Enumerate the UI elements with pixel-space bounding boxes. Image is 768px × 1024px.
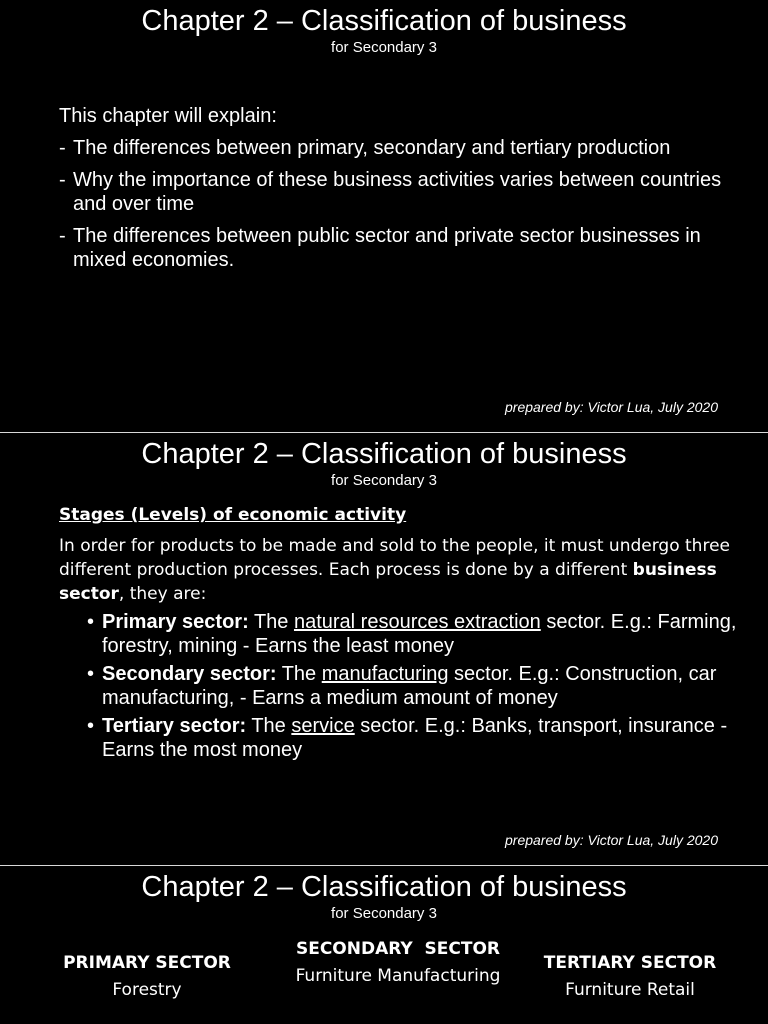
slide-title: Chapter 2 – Classification of business bbox=[141, 5, 627, 37]
primary-sector-column bbox=[40, 950, 254, 1004]
tertiary-sector-column bbox=[520, 950, 740, 1004]
sector-label: Secondary sector: bbox=[102, 663, 277, 685]
column-value: Forestry bbox=[112, 980, 182, 1000]
slide-body bbox=[59, 503, 739, 766]
list-item: • Tertiary sector: The service sector. E.g.: Banks, transport, insurance - Earns the most money bbox=[87, 715, 728, 761]
sector-keyword: manufacturing bbox=[321, 663, 449, 685]
column-heading: SECONDARY SECTOR bbox=[295, 939, 501, 959]
slide-subtitle: for Secondary 3 bbox=[331, 905, 437, 922]
intro-text: This chapter will explain: bbox=[59, 105, 277, 127]
sector-label: Primary sector: bbox=[102, 611, 249, 633]
column-heading: PRIMARY SECTOR bbox=[63, 953, 231, 973]
slide-subtitle: for Secondary 3 bbox=[331, 472, 437, 489]
secondary-sector-column bbox=[283, 936, 513, 990]
column-heading: TERTIARY SECTOR bbox=[543, 953, 717, 973]
section-heading: Stages (Levels) of economic activity bbox=[59, 505, 407, 525]
slide-title: Chapter 2 – Classification of business bbox=[141, 871, 627, 903]
sector-keyword: natural resources extraction bbox=[293, 611, 541, 633]
sector-list bbox=[59, 610, 739, 762]
intro-paragraph: In order for products to be made and sold to the people, it must undergo three different production processes. Each process is done by a different business sector, they are: bbox=[59, 536, 730, 604]
slide-3 bbox=[0, 866, 768, 1024]
slide-subtitle: for Secondary 3 bbox=[331, 39, 437, 56]
slide-2 bbox=[0, 433, 768, 865]
objectives-list bbox=[59, 136, 739, 272]
list-item: - The differences between public sector and private sector businesses in mixed economies. bbox=[59, 225, 701, 271]
slide-1 bbox=[0, 0, 768, 432]
list-item: • Secondary sector: The manufacturing sector. E.g.: Construction, car manufacturing, - Earns a medium amount of money bbox=[87, 663, 717, 709]
column-value: Furniture Retail bbox=[565, 980, 695, 1000]
intro-block bbox=[59, 104, 739, 280]
list-item: - The differences between primary, secondary and tertiary production bbox=[59, 137, 671, 159]
column-value: Furniture Manufacturing bbox=[295, 966, 501, 986]
footer-credit: prepared by: Victor Lua, July 2020 bbox=[505, 832, 718, 848]
sector-label: Tertiary sector: bbox=[102, 715, 247, 737]
sector-keyword: service bbox=[291, 715, 355, 737]
slide-title: Chapter 2 – Classification of business bbox=[141, 438, 627, 470]
footer-credit: prepared by: Victor Lua, July 2020 bbox=[505, 399, 718, 415]
list-item: • Primary sector: The natural resources extraction sector. E.g.: Farming, forestry, mining - Earns the least money bbox=[87, 611, 737, 657]
list-item: - Why the importance of these business activities varies between countries and over time bbox=[59, 169, 722, 215]
